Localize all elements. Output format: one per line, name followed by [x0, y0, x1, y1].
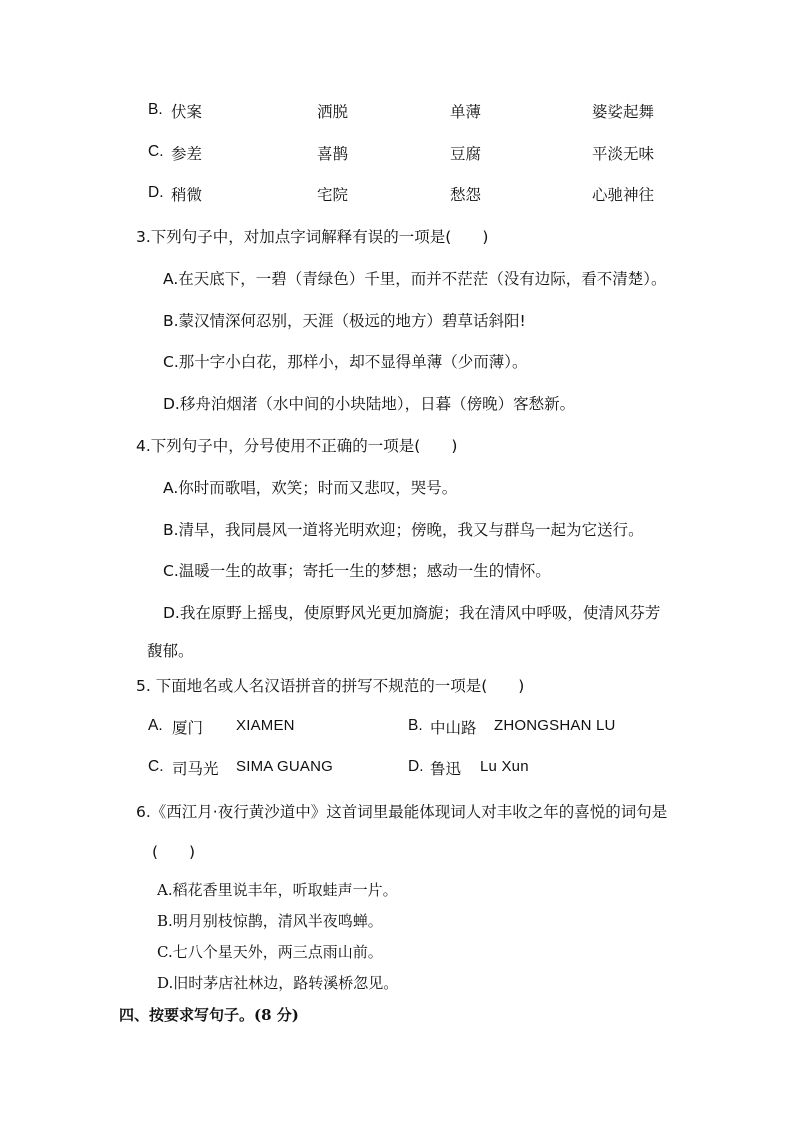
pinyin: SIMA GUANG	[236, 758, 334, 775]
word: 愁怨	[450, 186, 482, 204]
option-b: B.明月别枝惊鹊，清风半夜鸣蝉。	[157, 912, 383, 930]
option-d-continuation: 馥郁。	[147, 642, 194, 660]
place-name: 中山路	[430, 719, 477, 737]
word: 参差	[171, 145, 203, 163]
pinyin: ZHONGSHAN LU	[494, 717, 616, 734]
option-label: A.	[148, 717, 163, 734]
word: 单薄	[450, 103, 482, 121]
option-label: C.	[148, 143, 164, 160]
word: 喜鹊	[317, 145, 349, 163]
option-a: A.你时而歌唱，欢笑；时而又悲叹，哭号。	[163, 479, 458, 497]
word: 宅院	[317, 186, 349, 204]
option-label: B.	[408, 717, 423, 734]
option-b: B.清早，我同晨风一道将光明欢迎；傍晚，我又与群鸟一起为它送行。	[163, 521, 644, 539]
word: 平淡无味	[592, 145, 655, 163]
question-stem: 4.下列句子中，分号使用不正确的一项是( )	[136, 437, 458, 455]
answer-bracket: ( )	[152, 843, 196, 861]
section-heading: 四、按要求写句子。(8 分)	[119, 1006, 299, 1024]
pinyin: XIAMEN	[236, 717, 295, 734]
option-d: D.我在原野上摇曳，使原野风光更加旖旎；我在清风中呼吸，使清风芬芳	[163, 604, 661, 622]
option-label: D.	[408, 758, 424, 775]
option-b: B.蒙汉情深何忍别，天涯（极远的地方）碧草话斜阳!	[163, 312, 526, 330]
option-label: C.	[148, 758, 164, 775]
person-name: 鲁迅	[430, 760, 462, 778]
option-a: A.稻花香里说丰年，听取蛙声一片。	[157, 881, 398, 899]
option-a: A.在天底下，一碧（青绿色）千里，而并不茫茫（没有边际，看不清楚）。	[163, 270, 667, 288]
option-d: D.旧时茅店社林边，路转溪桥忽见。	[157, 974, 399, 992]
word: 伏案	[171, 103, 203, 121]
place-name: 厦门	[172, 719, 204, 737]
option-label: B.	[148, 101, 163, 118]
question-stem: 5. 下面地名或人名汉语拼音的拼写不规范的一项是( )	[136, 677, 525, 695]
pinyin: Lu Xun	[480, 758, 529, 775]
word: 心驰神往	[592, 186, 655, 204]
question-stem: 3.下列句子中，对加点字词解释有误的一项是( )	[136, 228, 489, 246]
option-d: D.移舟泊烟渚（水中间的小块陆地），日暮（傍晚）客愁新。	[163, 395, 576, 413]
word: 洒脱	[317, 103, 349, 121]
word: 稍微	[171, 186, 203, 204]
option-label: D.	[148, 184, 164, 201]
word: 婆娑起舞	[592, 103, 655, 121]
option-c: C.温暖一生的故事；寄托一生的梦想；感动一生的情怀。	[163, 562, 551, 580]
person-name: 司马光	[172, 760, 219, 778]
word: 豆腐	[450, 145, 482, 163]
option-c: C.七八个星天外，两三点雨山前。	[157, 943, 383, 961]
question-stem: 6.《西江月·夜行黄沙道中》这首词里最能体现词人对丰收之年的喜悦的词句是	[136, 803, 668, 821]
option-c: C.那十字小白花，那样小，却不显得单薄（少而薄）。	[163, 353, 528, 371]
